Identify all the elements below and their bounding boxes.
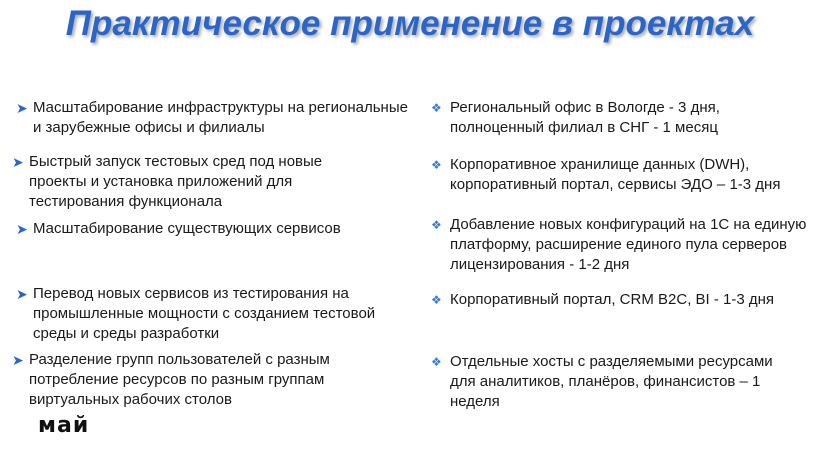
left-item <box>16 284 390 344</box>
mai-logo <box>38 413 89 438</box>
right-item-text: Отдельные хосты с разделяемыми ресурсами для аналитиков, планёров, финансистов – 1 неделя <box>450 353 773 410</box>
arrow-bullet-icon: ➤ <box>12 154 24 170</box>
left-item-text: Масштабирование инфраструктуры на региональные и зарубежные офисы и филиалы <box>33 99 408 136</box>
diamond-bullet-icon: ❖ <box>431 355 442 369</box>
arrow-bullet-icon: ➤ <box>16 100 28 116</box>
diamond-bullet-icon: ❖ <box>431 218 442 232</box>
right-item <box>431 352 800 412</box>
right-item <box>431 98 811 138</box>
arrow-bullet-icon: ➤ <box>16 286 28 302</box>
left-item-text: Быстрый запуск тестовых сред под новые проекты и установка приложений для тестирования функционала <box>29 153 323 210</box>
left-item <box>12 152 372 212</box>
right-item-text: Добавление новых конфигураций на 1С на единую платформу, расширение единого пула серверов лицензирования - 1-2 дня <box>450 216 807 273</box>
left-item <box>12 350 378 410</box>
right-item <box>431 155 820 195</box>
left-item <box>16 98 408 138</box>
left-item <box>16 219 408 239</box>
right-item <box>431 215 811 275</box>
right-item-text: Корпоративное хранилище данных (DWH), корпоративный портал, сервисы ЭДО – 1-3 дня <box>450 156 781 193</box>
diamond-bullet-icon: ❖ <box>431 101 442 115</box>
left-item-text: Разделение групп пользователей с разным потребление ресурсов по разным группам виртуальных рабочих столов <box>29 351 330 408</box>
right-item <box>431 290 820 310</box>
right-item-text: Региональный офис в Вологде - 3 дня, полноценный филиал в СНГ - 1 месяц <box>450 99 720 136</box>
diamond-bullet-icon: ❖ <box>431 158 442 172</box>
logo-text: май <box>38 413 90 438</box>
right-item-text: Корпоративный портал, CRM B2C, BI - 1-3 дня <box>450 291 775 308</box>
diamond-bullet-icon: ❖ <box>431 293 442 307</box>
left-item-text: Масштабирование существующих сервисов <box>33 220 341 237</box>
left-item-text: Перевод новых сервисов из тестирования на промышленные мощности с созданием тестовой среды и среды разработки <box>33 285 376 342</box>
arrow-bullet-icon: ➤ <box>16 221 28 237</box>
arrow-bullet-icon: ➤ <box>12 352 24 368</box>
slide-title: Практическое применение в проектах <box>65 4 755 43</box>
